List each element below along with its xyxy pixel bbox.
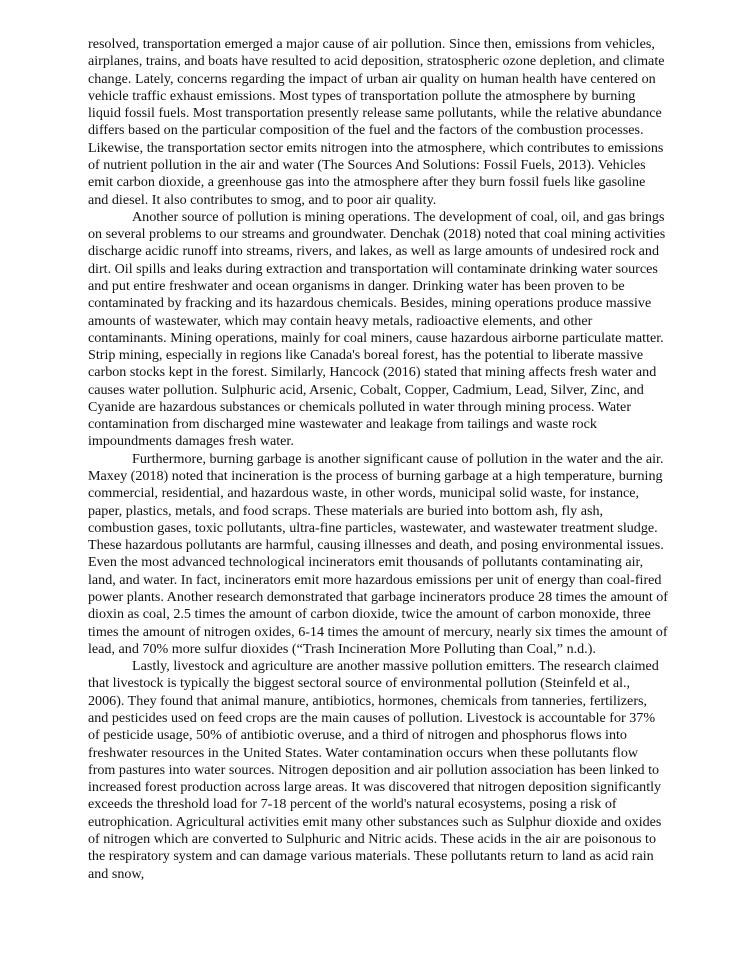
document-page [88, 36, 668, 883]
paragraph-mining: Another source of pollution is mining operations. The development of coal, oil, and gas brings on several problems to our streams and groundwater. Denchak (2018) noted that coal mining activities discharge acidic runoff into streams, rivers, and lakes, as well as large amounts of undesired rock and dirt. Oil spills and leaks during extraction and transportation will contaminate drinking water sources and put entire freshwater and ocean organisms in danger. Drinking water has been proven to be contaminated by fracking and its hazardous chemicals. Besides, mining operations produce massive amounts of wastewater, which may contain heavy metals, radioactive elements, and other contaminants. Mining operations, mainly for coal miners, cause hazardous airborne particulate matter. Strip mining, especially in regions like Canada's boreal forest, has the potential to liberate massive carbon stocks kept in the forest. Similarly, Hancock (2016) stated that mining affects fresh water and causes water pollution. Sulphuric acid, Arsenic, Cobalt, Copper, Cadmium, Lead, Silver, Zinc, and Cyanide are hazardous substances or chemicals polluted in water through mining process. Water contamination from discharged mine wastewater and leakage from tailings and waste rock impoundments damages fresh water. [88, 208, 666, 450]
paragraph-livestock-agriculture: Lastly, livestock and agriculture are another massive pollution emitters. The research claimed that livestock is typically the biggest sectoral source of environmental pollution (Steinfeld et al., 2006). They found that animal manure, antibiotics, hormones, chemicals from tanneries, fertilizers, and pesticides used on feed crops are the main causes of pollution. Livestock is accountable for 37% of pesticide usage, 50% of antibiotic overuse, and a third of nitrogen and phosphorus flows into freshwater resources in the United States. Water contamination occurs when these pollutants flow from pastures into water sources. Nitrogen deposition and air pollution association has been linked to increased forest production across large areas. It was discovered that nitrogen deposition significantly exceeds the threshold load for 7-18 percent of the world's natural ecosystems, posing a risk of eutrophication. Agricultural activities emit many other substances such as Sulphur dioxide and oxides of nitrogen which are converted to Sulphuric and Nitric acids. These acids in the air are poisonous to the respiratory system and can damage various materials. These pollutants return to land as acid rain and snow, [88, 658, 662, 882]
paragraph-transportation: resolved, transportation emerged a major cause of air pollution. Since then, emissions from vehicles, airplanes, trains, and boats have resulted to acid deposition, stratospheric ozone depletion, and climate change. Lately, concerns regarding the impact of urban air quality on human health have centered on vehicle traffic exhaust emissions. Most types of transportation pollute the atmosphere by burning liquid fossil fuels. Most transportation presently release same pollutants, while the relative abundance differs based on the particular composition of the fuel and the factors of the combustion processes. Likewise, the transportation sector emits nitrogen into the atmosphere, which contributes to emissions of nutrient pollution in the air and water (The Sources And Solutions: Fossil Fuels, 2013). Vehicles emit carbon dioxide, a greenhouse gas into the atmosphere after they burn fossil fuels like gasoline and diesel. It also contributes to smog, and to poor air quality. [88, 36, 665, 208]
paragraph-garbage-burning: Furthermore, burning garbage is another significant cause of pollution in the water and the air. Maxey (2018) noted that incineration is the process of burning garbage at a high temperature, burning commercial, residential, and hazardous waste, in other words, municipal solid waste, for instance, paper, plastics, metals, and food scraps. These materials are buried into bottom ash, fly ash, combustion gases, toxic pollutants, ultra-fine particles, wastewater, and wastewater treatment sludge. These hazardous pollutants are harmful, causing illnesses and death, and posing environmental issues. Even the most advanced technological incinerators emit thousands of pollutants contaminating air, land, and water. In fact, incinerators emit more hazardous emissions per unit of energy than coal-fired power plants. Another research demonstrated that garbage incinerators produce 28 times the amount of dioxin as coal, 2.5 times the amount of carbon dioxide, twice the amount of carbon monoxide, three times the amount of nitrogen oxides, 6-14 times the amount of mercury, nearly six times the amount of lead, and 70% more sulfur dioxides (“Trash Incineration More Polluting than Coal,” n.d.). [88, 450, 668, 657]
